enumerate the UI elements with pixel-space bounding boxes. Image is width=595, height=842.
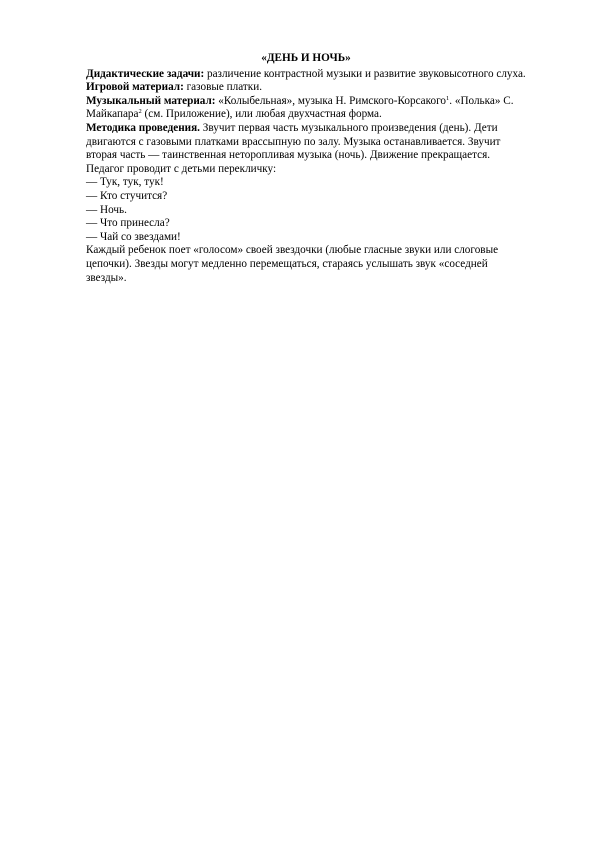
dialogue-line: — Что принесла?: [86, 217, 170, 230]
music-material-text-1: «Колыбельная», музыка Н. Римского-Корсакого: [215, 94, 446, 107]
document-title: «ДЕНЬ И НОЧЬ»: [261, 52, 351, 64]
roll-call-intro: Педагог проводит с детьми перекличку:: [86, 162, 277, 175]
final-paragraph: Каждый ребенок поет «голосом» своей звездочки (любые гласные звуки или слоговые цепочки). Звезды могут медленно перемещаться, стараясь услышать звук «соседней звезды».: [86, 244, 499, 284]
game-material-paragraph: [86, 81, 526, 95]
dialogue-line: — Кто стучится?: [86, 189, 168, 202]
footnote-marker-1: 1: [446, 94, 450, 102]
music-material-label: Музыкальный материал:: [86, 94, 216, 107]
music-material-text-3: (см. Приложение), или любая двухчастная форма.: [141, 108, 382, 121]
method-paragraph: [86, 122, 526, 163]
footnote-marker-2: 2: [138, 108, 142, 116]
game-material-text: газовые платки.: [183, 81, 263, 94]
dialogue-line: — Ночь.: [86, 203, 127, 216]
method-text: Звучит первая часть музыкального произведения (день). Дети двигаются с газовыми платками врассыпную по залу. Музыка останавливается. Звучит вторая часть — таинственная неторопливая музыка (ночь). Движение прекращается.: [86, 121, 501, 162]
didactic-text: различение контрастной музыки и развитие звуковысотного слуха.: [204, 67, 526, 80]
music-material-paragraph: [86, 95, 526, 122]
music-material-text-2: . «Полька» С. Майкапара: [86, 94, 514, 121]
dialogue-line: — Тук, тук, тук!: [86, 176, 164, 189]
document-page: [86, 52, 526, 285]
dialogue-line: — Чай со звездами!: [86, 230, 181, 243]
method-label: Методика проведения.: [86, 121, 200, 134]
didactic-label: Дидактические задачи:: [86, 67, 205, 80]
game-material-label: Игровой материал:: [86, 81, 184, 94]
didactic-paragraph: [86, 68, 526, 82]
